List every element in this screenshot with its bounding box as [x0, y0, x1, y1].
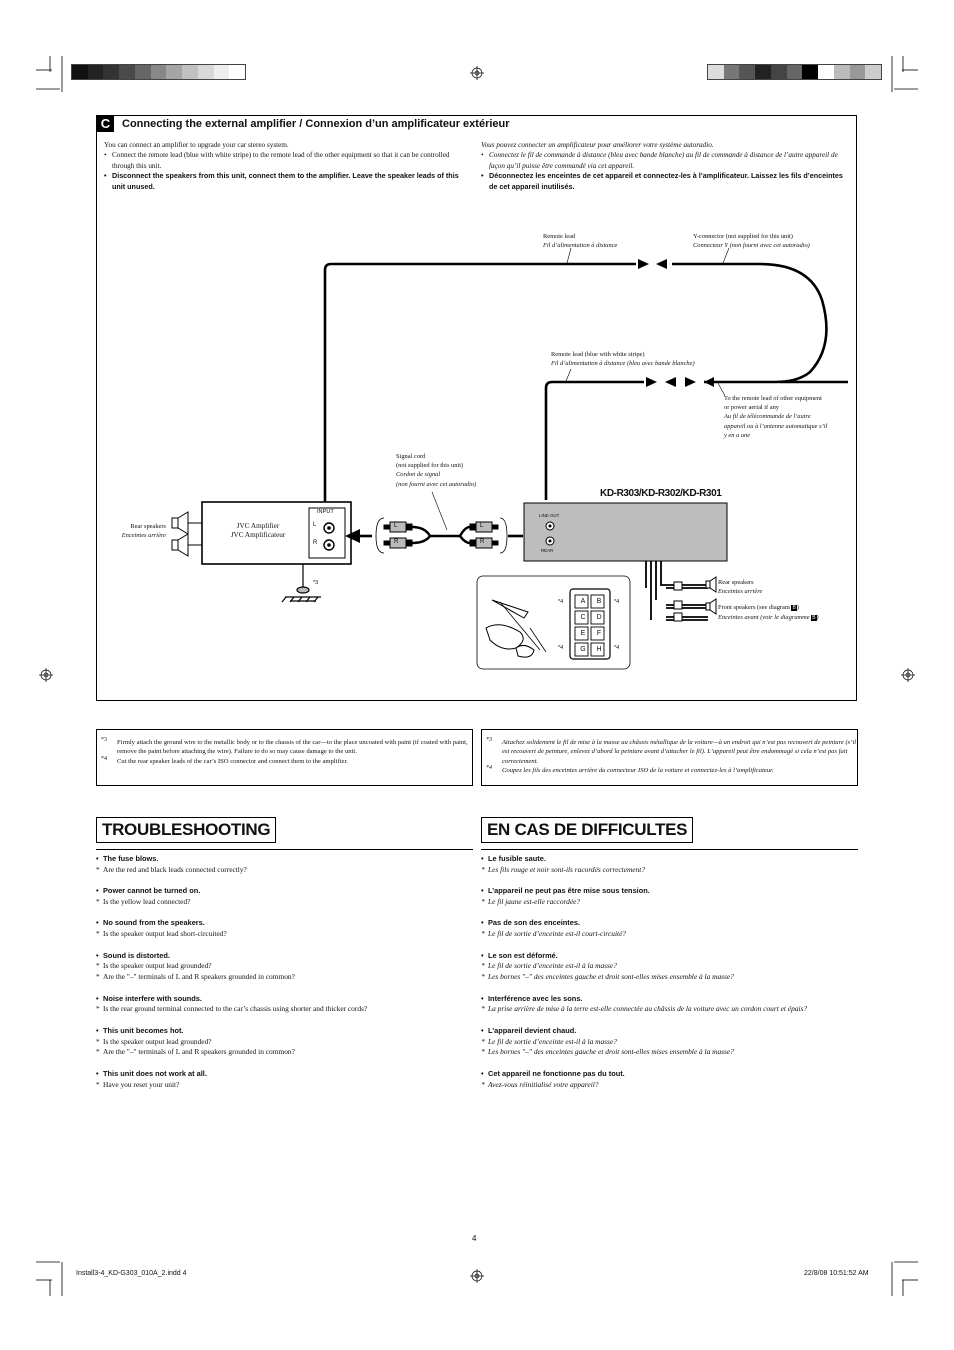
label-remote-lead-fr: Fil d’alimentation à distance [543, 242, 618, 250]
trouble-answer: * Les bornes "–" des enceintes gauche et droit sont-elles mises ensemble à la masse? [481, 972, 858, 983]
label-rear-speakers-right [718, 578, 762, 596]
footer-file: Install3-4_KD-G303_010A_2.indd 4 [76, 1270, 187, 1277]
signal-cord [412, 527, 470, 543]
iso-star4-g: *4 [558, 645, 564, 651]
trouble-question: • L’appareil ne peut pas être mise sous tension. [481, 886, 858, 897]
remote-wire-amp [325, 264, 636, 505]
label-signal-cord [396, 452, 476, 489]
label-front-speakers: Front speakers (see diagram B) Enceintes avant (voir le diagramme B) [718, 604, 819, 622]
trouble-item [481, 1026, 858, 1058]
note-fr-4-text: Coupez les fils des enceintes arrière du connecteur ISO de la voiture et connectez-les à l’amplificateur. [502, 767, 774, 775]
label-other-fr3: y en a une [724, 431, 751, 439]
label-rear-en: Rear speakers [130, 523, 166, 530]
note-en-3-text: Firmly attach the ground wire to the metallic body or to the chassis of the car—to the place uncoated with paint (if coated with paint, remove the paint before attaching the wire). Failure to do so may cause damage to the unit. [117, 739, 468, 756]
label-other-fr2: appareil ou à l’antenne automatique s’il [724, 422, 828, 430]
trouble-answer: * Avez-vous réinitialisé votre appareil? [481, 1080, 858, 1091]
trouble-item [96, 994, 473, 1016]
label-front-en: Front speakers (see diagram [718, 604, 790, 611]
trouble-question: • Interférence avec les sons. [481, 994, 858, 1005]
trouble-item [96, 1026, 473, 1058]
intro-fr-bullet-1: • Connectez le fil de commande à distance (bleu avec bande blanche) au fil de commande à distance de l’autre appareil de façon qu’il puisse être commandé via cet appareil. [489, 150, 845, 171]
label-signal-fr1: Cordon de signal [396, 471, 441, 479]
trouble-answer: * Is the speaker output lead short-circuited? [96, 929, 473, 940]
iso-pin-f: F [596, 630, 602, 637]
note-fr-4-mark: *4 [486, 765, 492, 772]
trouble-item [96, 1069, 473, 1091]
trouble-item [481, 951, 858, 983]
label-remote-lead [543, 232, 617, 250]
label-plug-r-right: R [480, 539, 485, 545]
trouble-item [481, 1069, 858, 1091]
label-input-r: R [313, 540, 318, 546]
trouble-question: • The fuse blows. [96, 854, 473, 865]
trouble-item [481, 886, 858, 908]
trouble-answer: * Is the rear ground terminal connected to the car’s chassis using shorter and thicker cords? [96, 1004, 473, 1015]
note-fr-3-mark: *3 [486, 737, 492, 743]
footer-timestamp: 22/8/08 10:51:52 AM [804, 1270, 869, 1277]
trouble-answer: * Have you reset your unit? [96, 1080, 473, 1091]
trouble-answer: * Les bornes "–" des enceintes gauche et droit sont-elles mises ensemble à la masse? [481, 1047, 858, 1058]
trouble-answer: * La prise arrière de mise à la terre est-elle connectée au châssis de la voiture avec un cordon court et épais? [481, 1004, 858, 1015]
label-line-out: LINE OUT [539, 513, 560, 518]
label-plug-l-left: L [394, 523, 398, 529]
trouble-question: • This unit does not work at all. [96, 1069, 473, 1080]
iso-pin-h: H [596, 646, 602, 653]
trouble-question: • Le fusible saute. [481, 854, 858, 865]
remote-blue-wire [546, 382, 644, 500]
label-y-connector-en: Y-connector (not supplied for this unit) [693, 233, 793, 240]
model-label: KD-R303/KD-R302/KD-R301 [600, 488, 722, 499]
label-amp-en: JVC Amplifier [236, 522, 280, 530]
note-en-4-mark: *4 [101, 755, 107, 762]
label-input: INPUT [317, 509, 334, 515]
difficultes-rule [481, 849, 858, 850]
diagram-ref-badge-en: B [792, 605, 796, 611]
trouble-item [96, 854, 473, 876]
label-rear-fr: Enceintes arrière [121, 532, 166, 540]
label-signal-en2: (not supplied for this unit) [396, 462, 464, 470]
iso-star4-h: *4 [614, 645, 620, 651]
intro-fr-bullet-2: • Déconnectez les enceintes de cet appareil et connectez-les à l’amplificateur. Laissez les fils d’enceintes de cet appareil inutilisés. [489, 171, 845, 192]
page-number: 4 [472, 1234, 477, 1243]
label-rear: REAR [541, 548, 554, 553]
trouble-answer: * Is the yellow lead connected? [96, 897, 473, 908]
trouble-question: • Power cannot be turned on. [96, 886, 473, 897]
iso-pin-g: G [580, 646, 586, 653]
notes-en-box [96, 729, 473, 786]
label-remote-lead-en: Remote lead [543, 233, 576, 240]
trouble-answer: * Le fil de sortie d’enceinte est-il à la masse? [481, 1037, 858, 1048]
label-plug-l-right: L [480, 523, 484, 529]
label-other-en1: To the remote lead of other equipment [724, 395, 822, 402]
iso-pin-c: C [580, 614, 586, 621]
trouble-answer: * Are the red and black leads connected correctly? [96, 865, 473, 876]
trouble-item [96, 886, 473, 908]
label-amplifier [212, 522, 304, 540]
trouble-answer: * Les fils rouge et noir sont-ils racordés correctement? [481, 865, 858, 876]
trouble-item [96, 918, 473, 940]
label-rear2-en: Rear speakers [718, 579, 754, 586]
label-signal-en1: Signal cord [396, 453, 426, 460]
trouble-question: • This unit becomes hot. [96, 1026, 473, 1037]
label-y-connector [693, 232, 810, 250]
intro-en-bullet-2: • Disconnect the speakers from this unit, connect them to the amplifier. Leave the speaker leads of this unit unused. [112, 171, 468, 192]
label-remote-blue [551, 350, 695, 368]
diagram-ref-badge-fr: B [812, 615, 816, 622]
label-star3-diagram: *3 [313, 580, 319, 586]
rca-plugs-right [470, 518, 507, 553]
iso-star4-a: *4 [558, 599, 564, 605]
label-plug-r-left: R [394, 539, 399, 545]
trouble-question: • Sound is distorted. [96, 951, 473, 962]
label-remote-blue-fr: Fil d’alimentation à distance (bleu avec bande blanche) [551, 360, 695, 368]
trouble-item [96, 951, 473, 983]
trouble-question: • No sound from the speakers. [96, 918, 473, 929]
trouble-answer: * Are the "–" terminals of L and R speakers grounded in common? [96, 972, 473, 983]
intro-fr-text: Vous pouvez connecter un amplificateur pour améliorer votre système autoradio. [481, 141, 714, 149]
intro-en-text: You can connect an amplifier to upgrade your car stereo system. [104, 141, 289, 149]
label-signal-fr2: (non fourni avec cet autoradio) [396, 480, 477, 488]
trouble-question: • Noise interfere with sounds. [96, 994, 473, 1005]
note-en-4 [97, 757, 472, 766]
troubleshooting-list [96, 854, 473, 1101]
label-y-connector-fr: Connecteur Y (non fourni avec cet autoradio) [693, 242, 810, 250]
label-rear-speakers-left [120, 522, 166, 540]
iso-pin-a: A [580, 598, 586, 605]
iso-pin-d: D [596, 614, 602, 621]
trouble-answer: * Le fil de sortie d’enceinte est-il à la masse? [481, 961, 858, 972]
iso-pin-b: B [596, 598, 602, 605]
label-front-fr: Enceintes avant (voir le diagramme [718, 614, 810, 622]
trouble-answer: * Are the "–" terminals of L and R speakers grounded in common? [96, 1047, 473, 1058]
note-fr-4 [482, 766, 857, 775]
label-input-l: L [313, 522, 317, 528]
troubleshooting-heading: TROUBLESHOOTING [96, 817, 276, 843]
label-rear2-fr: Enceintes arrière [718, 588, 763, 596]
trouble-item [481, 854, 858, 876]
note-fr-3 [482, 738, 857, 766]
label-other-en2: or power aerial if any [724, 404, 780, 412]
iso-pin-e: E [580, 630, 586, 637]
trouble-question: • Pas de son des enceintes. [481, 918, 858, 929]
harness-speaker-symbols [706, 577, 716, 614]
trouble-answer: * Le fil jaune est-elle raccordée? [481, 897, 858, 908]
trouble-question: • L’appareil devient chaud. [481, 1026, 858, 1037]
trouble-question: • Cet appareil ne fonctionne pas du tout. [481, 1069, 858, 1080]
label-remote-blue-en: Remote lead (blue with white stripe) [551, 351, 645, 358]
trouble-answer: * Is the speaker output lead grounded? [96, 961, 473, 972]
label-other-fr1: Au fil de télécommande de l’autre [724, 413, 811, 421]
y-connector-wire [672, 264, 826, 382]
trouble-item [481, 994, 858, 1016]
trouble-answer: * Le fil de sortie d’enceinte est-il court-circuité? [481, 929, 858, 940]
label-other-equipment [724, 394, 852, 440]
note-en-3 [97, 738, 472, 757]
section-title: Connecting the external amplifier / Connexion d’un amplificateur extérieur [122, 118, 510, 130]
label-amp-fr: JVC Amplificateur [230, 531, 286, 540]
trouble-item [481, 918, 858, 940]
difficultes-heading: EN CAS DE DIFFICULTES [481, 817, 693, 843]
section-label: C [97, 116, 114, 132]
trouble-answer: * Is the speaker output lead grounded? [96, 1037, 473, 1048]
intro-en-bullet-1: • Connect the remote lead (blue with white stripe) to the remote lead of the other equipment so that it can be controlled through this unit. [112, 150, 468, 171]
troubleshooting-rule [96, 849, 473, 850]
difficultes-list [481, 854, 858, 1101]
iso-star4-b: *4 [614, 599, 620, 605]
head-unit [524, 503, 727, 561]
trouble-question: • Le son est déformé. [481, 951, 858, 962]
notes-fr-box [481, 729, 858, 786]
note-fr-3-text: Attachez solidement le fil de mise à la masse au châssis métallique de la voiture—à un endroit qui n’est pas recouvert de peinture (s’il est recouvert de peinture, enlevez d’abord la peinture avant d’attacher le fil). L’appareil peut être endommagé si cela n’est pas fait correctement. [502, 739, 857, 765]
note-en-3-mark: *3 [101, 737, 107, 743]
rear-speakers-left [172, 512, 202, 556]
note-en-4-text: Cut the rear speaker leads of the car’s ISO connector and connect them to the amplifier. [117, 757, 348, 765]
